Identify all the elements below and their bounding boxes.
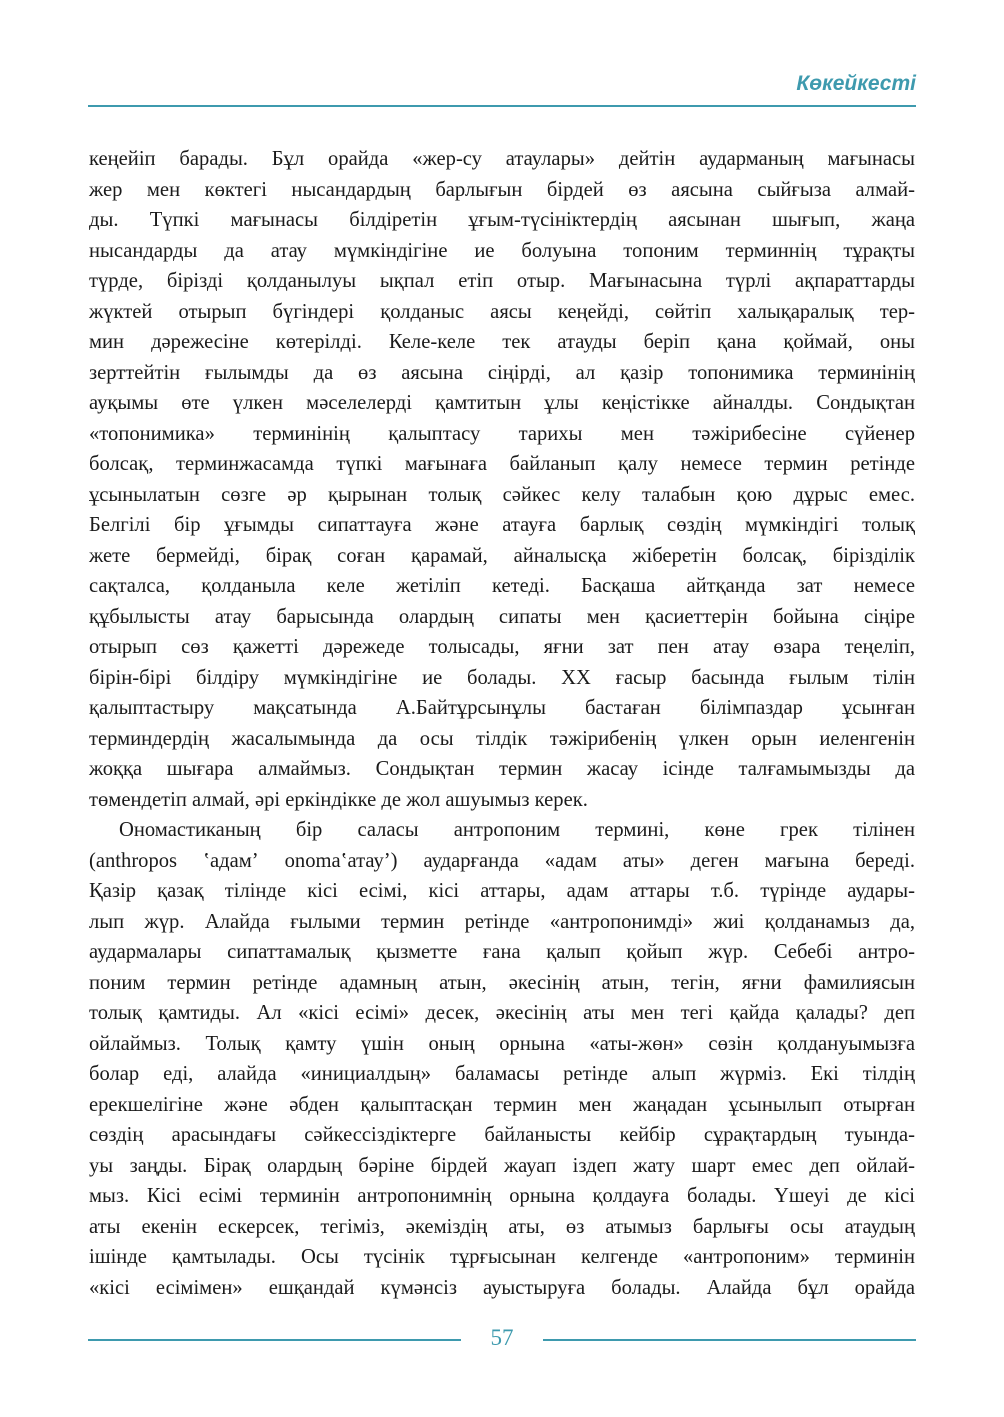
- text-line: аты екенін ескерсек, тегіміз, әкеміздің аты, өз атымыз барлығы осы атаудың: [89, 1215, 915, 1238]
- text-line: ды. Түпкі мағынасы білдіретін ұғым-түсініктердің аясынан шығып, жаңа: [89, 209, 915, 231]
- footer-divider-right: [543, 1339, 916, 1341]
- text-line: «топонимика» терминінің қалыптасу тарихы мен тәжірибесіне сүйенер: [89, 422, 915, 445]
- text-line: ерекшелігіне және әбден қалыптасқан термин мен жаңадан ұсынылып отырған: [89, 1093, 915, 1116]
- footer-divider-left: [88, 1339, 461, 1341]
- text-line: терминдердің жасалымында да осы тілдік тәжірибенің үлкен орын иеленгенін: [89, 727, 915, 750]
- text-line: кеңейіп барады. Бұл орайда «жер-су атаулары» дейтін аударманың мағынасы: [89, 148, 915, 170]
- text-line: нысандарды да атау мүмкіндігіне ие болуына топоним терминнің тұрақты: [89, 239, 915, 262]
- text-line: ауқымы өте үлкен мәселелерді қамтитын ұлы кеңістікке айналды. Сондықтан: [89, 392, 915, 414]
- text-line: жоққа шығара алмаймыз. Сондықтан термин жасау ісінде талғамымызды да: [89, 758, 915, 780]
- text-line: лып жүр. Алайда ғылыми термин ретінде «антропонимді» жиі қолданамыз да,: [89, 910, 915, 933]
- text-line: болсақ, терминжасамда түпкі мағынаға байланып қалу немесе термин ретінде: [89, 453, 915, 475]
- text-line: түрде, бірізді қолданылуы ықпал етіп отыр. Мағынасына түрлі ақпараттарды: [89, 270, 915, 292]
- text-line: болар еді, алайда «инициалдың» баламасы ретінде алып жүрміз. Екі тілдің: [89, 1063, 915, 1085]
- text-line: сақталса, қолданыла келе жетіліп кетеді. Басқаша айтқанда зат немесе: [89, 575, 915, 597]
- page-number: 57: [490, 1325, 514, 1350]
- text-line: толық қамтиды. Ал «кісі есімі» десек, әкесінің аты мен тегі қайда қалады? деп: [89, 1002, 915, 1024]
- text-line: мин дәрежесіне көтерілді. Келе-келе тек атауды беріп қана қоймай, оны: [89, 331, 915, 353]
- text-line: Қазір қазақ тілінде кісі есімі, кісі аттары, адам аттары т.б. түрінде аудары-: [89, 880, 915, 902]
- text-line: сөздің арасындағы сәйкессіздіктерге байланысты кейбір сұрақтардың туында-: [89, 1124, 915, 1146]
- text-line: мыз. Кісі есімі терминін антропонимнің орнына қолдауға болады. Үшеуі де кісі: [89, 1185, 915, 1207]
- running-header-title: Көкейкесті: [796, 72, 916, 95]
- header-divider: [88, 105, 916, 107]
- text-line: жете бермейді, бірақ соған қарамай, айналысқа жіберетін болсақ, бірізділік: [89, 544, 915, 567]
- text-line: «кісі есімімен» ешқандай күмәнсіз ауыстыруға болады. Алайда бұл орайда: [89, 1276, 915, 1299]
- text-line: ойлаймыз. Толық қамту үшін оның орнына «аты-жөн» сөзін қолдануымызға: [89, 1032, 915, 1055]
- text-line: ішінде қамтылады. Осы түсінік тұрғысынан келгенде «антропоним» терминін: [89, 1246, 915, 1268]
- text-line: Ономастиканың бір саласы антропоним термині, көне грек тілінен: [119, 819, 915, 841]
- body-text: [89, 144, 915, 1303]
- text-line: поним термин ретінде адамның атын, әкесінің атын, тегін, яғни фамилиясын: [89, 971, 915, 994]
- text-line: (anthropos ʽадамʼ onomaʽатауʼ) аударғанда «адам аты» деген мағына береді.: [89, 849, 915, 872]
- text-line: ұсынылатын сөзге әр қырынан толық сәйкес келу талабын қою дұрыс емес.: [89, 483, 915, 506]
- text-line: жүктей отырып бүгіндері қолданыс аясы кеңейді, сөйтіп халықаралық тер-: [89, 300, 915, 323]
- text-line: зерттейтін ғылымды да өз аясына сіңірді, ал қазір топонимика терминінің: [89, 361, 915, 384]
- text-line: отырып сөз қажетті дәрежеде толысады, яғни зат пен атау өзара теңеліп,: [89, 636, 915, 658]
- text-line: қалыптастыру мақсатында А.Байтұрсынұлы бастаған білімпаздар ұсынған: [89, 697, 915, 719]
- text-line: уы заңды. Бірақ олардың бәріне бірдей жауап іздеп жату шарт емес деп ойлай-: [89, 1154, 915, 1177]
- text-line: құбылысты атау барысында олардың сипаты мен қасиеттерін бойына сіңіре: [89, 605, 915, 628]
- text-line: Белгілі бір ұғымды сипаттауға және атауға барлық сөздің мүмкіндігі толық: [89, 514, 915, 536]
- text-line: аудармалары сипаттамалық қызметте ғана қалып қойып жүр. Себебі антро-: [89, 941, 915, 963]
- text-line: төмендетіп алмай, әрі еркіндікке де жол ашуымыз керек.: [89, 788, 588, 811]
- text-line: жер мен көктегі нысандардың барлығын бірдей өз аясына сыйғыза алмай-: [89, 178, 915, 201]
- text-line: бірін-бірі білдіру мүмкіндігіне ие болады. XX ғасыр басында ғылым тілін: [89, 666, 915, 689]
